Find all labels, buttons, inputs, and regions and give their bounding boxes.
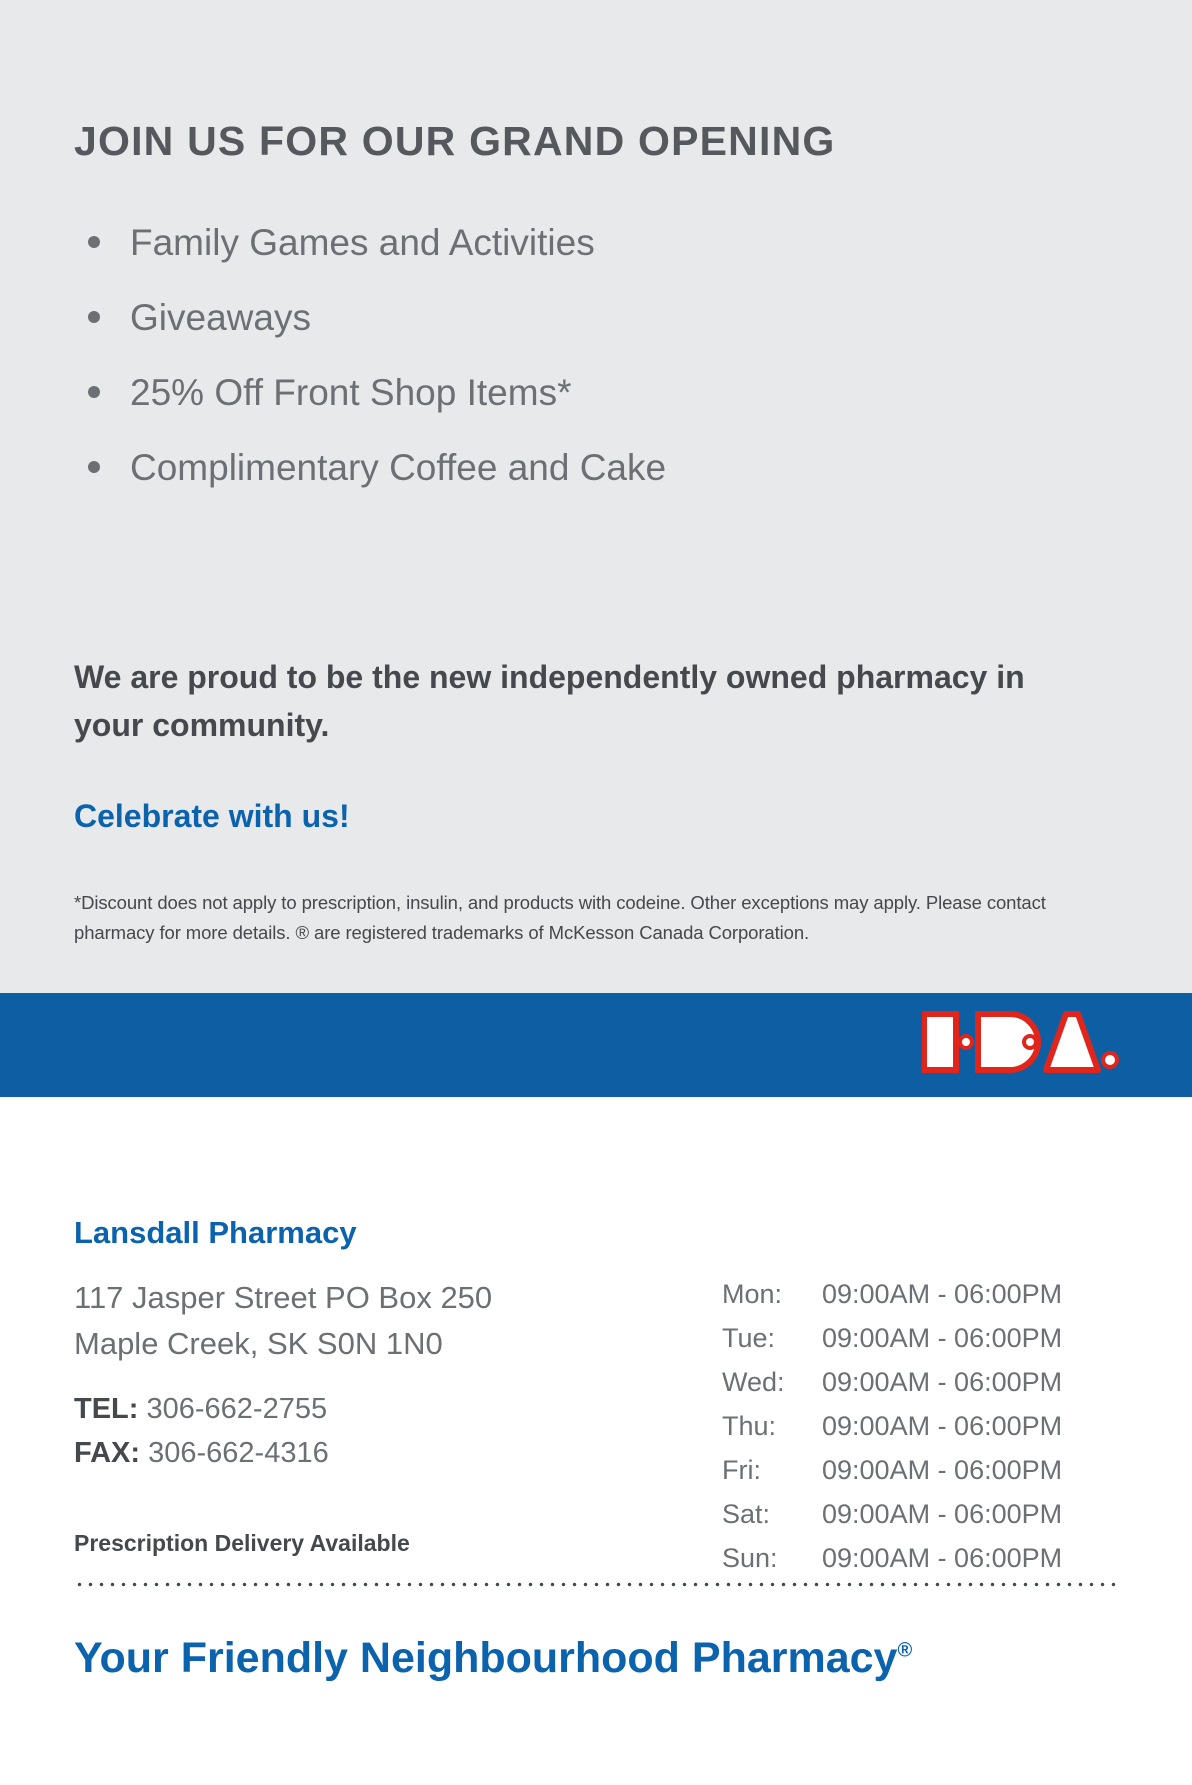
list-item: [74, 280, 666, 355]
list-item-label: Giveaways: [130, 297, 311, 338]
list-item: [74, 355, 666, 430]
bullet-dot-icon: [88, 461, 100, 473]
bullet-dot-icon: [88, 236, 100, 248]
store-name: Lansdall Pharmacy: [74, 1215, 357, 1250]
hours-time: 09:00AM - 06:00PM: [822, 1279, 1063, 1309]
disclaimer-text: *Discount does not apply to prescription, insulin, and products with codeine. Other exceptions may apply. Please contact pharmacy for more details. ® are registered trademarks of McKesson Canada Corporation.: [74, 892, 1046, 943]
hours-day: Wed:: [722, 1367, 785, 1397]
list-item-label: 25% Off Front Shop Items*: [130, 372, 572, 413]
hours-day: Sat:: [722, 1499, 771, 1529]
list-item-label: Family Games and Activities: [130, 222, 595, 263]
table-row: [722, 1272, 1122, 1316]
store-address: [74, 1275, 492, 1367]
list-item: [74, 430, 666, 505]
ida-logo: [922, 1010, 1120, 1074]
list-item: [74, 205, 666, 280]
divider: [74, 1582, 1120, 1587]
address-line-1: 117 Jasper Street PO Box 250: [74, 1280, 493, 1315]
tagline: [74, 1634, 912, 1683]
bullet-dot-icon: [88, 311, 100, 323]
hours-time: 09:00AM - 06:00PM: [822, 1455, 1063, 1485]
address-line-2: Maple Creek, SK S0N 1N0: [74, 1326, 443, 1361]
promo-bullet-list: [74, 205, 666, 505]
hours-time: 09:00AM - 06:00PM: [822, 1367, 1063, 1397]
page-title: JOIN US FOR OUR GRAND OPENING: [74, 118, 836, 164]
hours-day: Sun:: [722, 1543, 778, 1573]
registered-mark-icon: ®: [897, 1639, 913, 1662]
hours-day: Mon:: [722, 1279, 783, 1309]
telephone-value: 306-662-2755: [146, 1393, 328, 1425]
hours-day: Thu:: [722, 1411, 777, 1441]
hours-time: 09:00AM - 06:00PM: [822, 1543, 1063, 1573]
store-contact: [74, 1387, 329, 1475]
bullet-dot-icon: [88, 386, 100, 398]
hours-day: Tue:: [722, 1323, 776, 1353]
fax-label: FAX:: [74, 1437, 141, 1469]
proud-statement: We are proud to be the new independently owned pharmacy in your community.: [74, 659, 1025, 743]
delivery-note: Prescription Delivery Available: [74, 1530, 410, 1556]
table-row: [722, 1360, 1122, 1404]
fax-row: [74, 1431, 329, 1475]
table-row: [722, 1404, 1122, 1448]
table-row: [722, 1492, 1122, 1536]
tagline-text: Your Friendly Neighbourhood Pharmacy: [74, 1634, 898, 1682]
hours-time: 09:00AM - 06:00PM: [822, 1499, 1063, 1529]
celebrate-callout: Celebrate with us!: [74, 798, 350, 834]
table-row: [722, 1316, 1122, 1360]
table-row: [722, 1536, 1122, 1580]
hours-time: 09:00AM - 06:00PM: [822, 1411, 1063, 1441]
telephone-label: TEL:: [74, 1393, 139, 1425]
telephone-row: [74, 1387, 329, 1431]
list-item-label: Complimentary Coffee and Cake: [130, 447, 667, 488]
store-hours-table: [722, 1272, 1122, 1580]
fax-value: 306-662-4316: [148, 1437, 329, 1469]
table-row: [722, 1448, 1122, 1492]
hours-day: Fri:: [722, 1455, 761, 1485]
hours-time: 09:00AM - 06:00PM: [822, 1323, 1063, 1353]
